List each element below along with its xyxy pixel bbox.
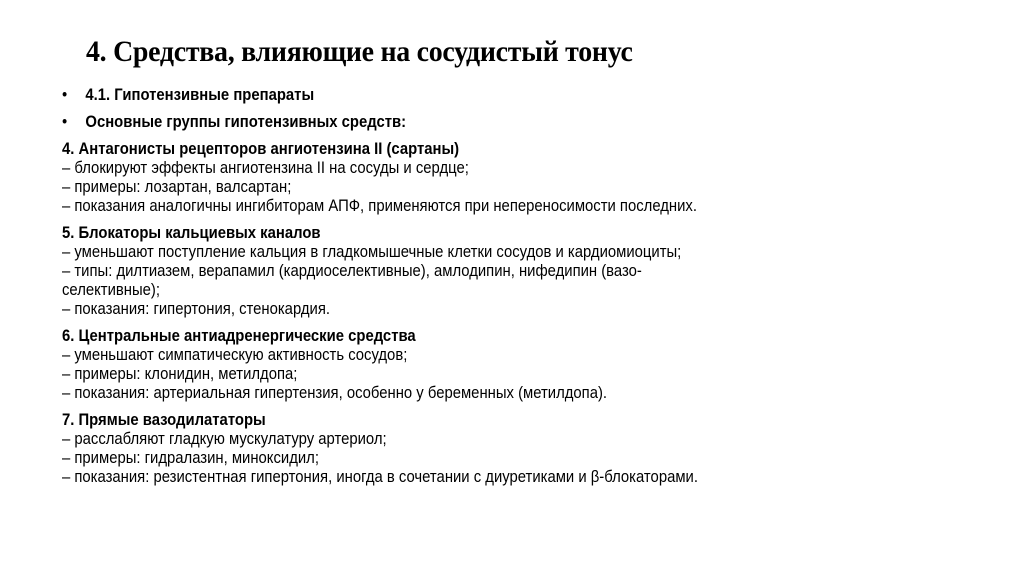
section-heading: 4. Антагонисты рецепторов ангиотензина II (сартаны): [62, 140, 460, 158]
section-line: – показания: гипертония, стенокардия.: [62, 300, 330, 318]
section-line: селективные);: [62, 281, 160, 299]
section-line: – типы: дилтиазем, верапамил (кардиоселективные), амлодипин, нифедипин (вазо-: [62, 262, 642, 280]
section-line: – примеры: лозартан, валсартан;: [62, 178, 292, 196]
slide-title: 4. Средства, влияющие на сосудистый тонус: [86, 35, 633, 68]
bullet-item: [62, 86, 872, 105]
section-heading: 6. Центральные антиадренергические средства: [62, 327, 416, 345]
section-line: – расслабляют гладкую мускулатуру артериол;: [62, 430, 387, 448]
section-line: – примеры: гидралазин, миноксидил;: [62, 449, 319, 467]
slide-content: [62, 86, 962, 495]
section-line: – уменьшают симпатическую активность сосудов;: [62, 346, 408, 364]
section-line: – блокируют эффекты ангиотензина II на сосуды и сердце;: [62, 159, 469, 177]
section-direct-vasodilators: [62, 411, 962, 487]
section-line: – примеры: клонидин, метилдопа;: [62, 365, 298, 383]
bullet-text: 4.1. Гипотензивные препараты: [85, 86, 315, 104]
section-heading: 5. Блокаторы кальциевых каналов: [62, 224, 321, 242]
section-line: – показания аналогичны ингибиторам АПФ, применяются при непереносимости последних.: [62, 197, 697, 215]
section-heading: 7. Прямые вазодилататоры: [62, 411, 266, 429]
section-line: – показания: резистентная гипертония, иногда в сочетании с диуретиками и β-блокаторами.: [62, 468, 698, 486]
bullet-text: Основные группы гипотензивных средств:: [85, 113, 407, 131]
bullet-icon: •: [62, 113, 68, 131]
section-arb: [62, 140, 962, 216]
section-calcium-channel-blockers: [62, 224, 962, 319]
section-line: – показания: артериальная гипертензия, особенно у беременных (метилдопа).: [62, 384, 608, 402]
section-line: – уменьшают поступление кальция в гладкомышечные клетки сосудов и кардиомиоциты;: [62, 243, 682, 261]
bullet-icon: •: [62, 86, 68, 104]
bullet-item: [62, 113, 872, 132]
section-central-antiadrenergic: [62, 327, 962, 403]
